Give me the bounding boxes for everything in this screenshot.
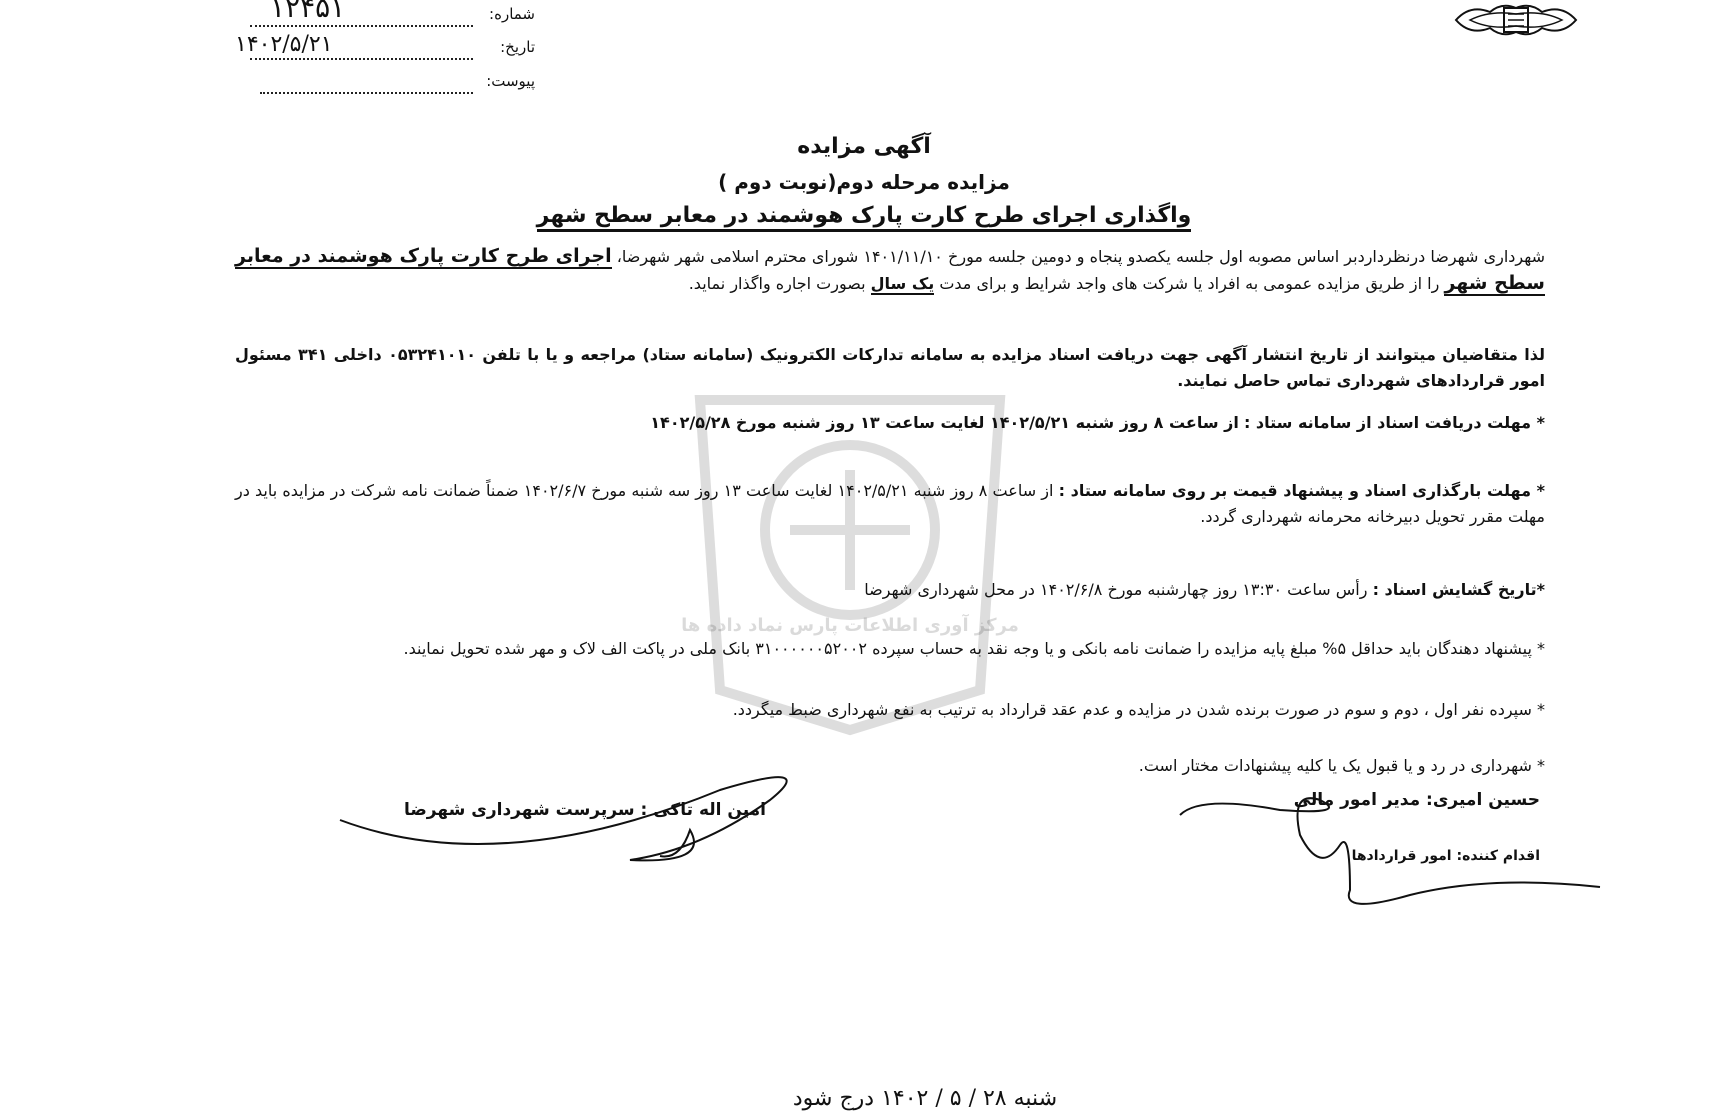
intro-part2: را از طریق مزایده عمومی به افراد یا شرکت های واجد شرایط و برای مدت [939, 274, 1440, 293]
letter-date-value: ۱۴۰۲/۵/۲۱ [235, 32, 333, 57]
page-title: آگهی مزایده [797, 134, 931, 159]
municipality-emblem-icon [1450, 2, 1582, 38]
item-opening-title: *تاریخ گشایش اسناد : [1372, 580, 1545, 599]
contact-paragraph: لذا متقاضیان میتوانند از تاریخ انتشار آگهی جهت دریافت اسناد مزایده به سامانه تدارکات الکترونیک (سامانه ستاد) مراجعه و یا با تلفن ۰۵۳۲۴۱۰۱۰ داخلی ۳۴۱ مسئول امور قراردادهای شهرداری تماس حاصل نمایند. [235, 345, 1546, 390]
item-opening-date [235, 577, 1545, 603]
auction-stage-title: مزایده مرحله دوم(نوبت دوم ) [718, 170, 1010, 194]
intro-duration: یک سال [870, 274, 935, 293]
item-upload-documents [235, 478, 1545, 530]
finance-signature-scribble-icon [1150, 775, 1610, 925]
letter-number-value: ۱۲۴۵۱ [270, 0, 346, 24]
letter-attachment-label: پیوست: [486, 72, 535, 90]
item-deposit: * پیشنهاد دهندگان باید حداقل ۵% مبلغ پایه مزایده را ضمانت نامه بانکی و یا وجه نقد به حساب سپرده ۳۱۰۰۰۰۰۰۵۲۰۰۲ بانک ملی در پاکت الف لاک و مهر شده تحویل نمایند. [403, 639, 1545, 658]
signature-supervisor: امین اله تاکی : سرپرست شهرداری شهرضا [404, 800, 766, 820]
letter-date-row [235, 32, 535, 64]
letter-attachment-row [250, 72, 535, 98]
item-forfeit: * سپرده نفر اول ، دوم و سوم در صورت برنده شدن در مزایده و عدم عقد قرارداد به ترتیب به نفع شهرداری ضبط میگردد. [732, 700, 1545, 719]
watermark-text: مرکز آوری اطلاعات پارس نماد داده ها [681, 615, 1019, 636]
item-receive-title: * مهلت دریافت اسناد از سامانه ستاد : [1243, 413, 1545, 432]
signature-action-by: اقدام کننده: امور قراردادها [1351, 848, 1540, 864]
item-reject: * شهرداری در رد و یا قبول یک یا کلیه پیشنهادات مختار است. [1138, 756, 1545, 775]
item-receive-text: از ساعت ۸ روز شنبه ۱۴۰۲/۵/۲۱ لغایت ساعت ۱۳ روز شنبه مورخ ۱۴۰۲/۵/۲۸ [650, 413, 1239, 432]
item-opening-text: رأس ساعت ۱۳:۳۰ روز چهارشنبه مورخ ۱۴۰۲/۶/۸ در محل شهرداری شهرضا [864, 580, 1368, 599]
signature-finance-manager: حسین امیری: مدیر امور مالی [1293, 790, 1540, 810]
item-receive-documents [235, 410, 1545, 436]
auction-subject-text: واگذاری اجرای طرح کارت پارک هوشمند در معابر سطح شهر [537, 203, 1192, 232]
letter-date-label: تاریخ: [500, 38, 535, 56]
intro-part1: شهرداری شهرضا درنظرداردبر اساس مصوبه اول جلسه یکصدو پنجاه و دومین جلسه مورخ ۱۴۰۱/۱۱/۱۰ شورای محترم اسلامی شهر شهرضا، [616, 247, 1546, 266]
item-upload-text: از ساعت ۸ روز شنبه ۱۴۰۲/۵/۲۱ لغایت ساعت ۱۳ روز سه شنبه مورخ ۱۴۰۲/۶/۷ ضمناً ضمانت نامه شرکت در مزایده باید در مهلت مقرر تحویل دبیرخانه محرمانه شهرداری گردد. [235, 481, 1545, 526]
intro-paragraph [235, 243, 1545, 297]
intro-part3: بصورت اجاره واگذار نماید. [688, 274, 866, 293]
supervisor-signature-scribble-icon [300, 760, 1000, 870]
letter-number-label: شماره: [489, 5, 535, 23]
item-upload-title: * مهلت بارگذاری اسناد و پیشنهاد قیمت بر روی سامانه ستاد : [1058, 481, 1545, 500]
intro-highlight: اجرای طرح کارت پارک هوشمند در معابر سطح شهر [235, 245, 1545, 294]
footer-handwritten-note: شنبه ۲۸ / ۵ / ۱۴۰۲ درج شود [792, 1086, 1058, 1111]
letter-number-row [250, 0, 535, 31]
auction-subject-title [0, 203, 1728, 228]
letter-attachment-dots [260, 76, 473, 94]
